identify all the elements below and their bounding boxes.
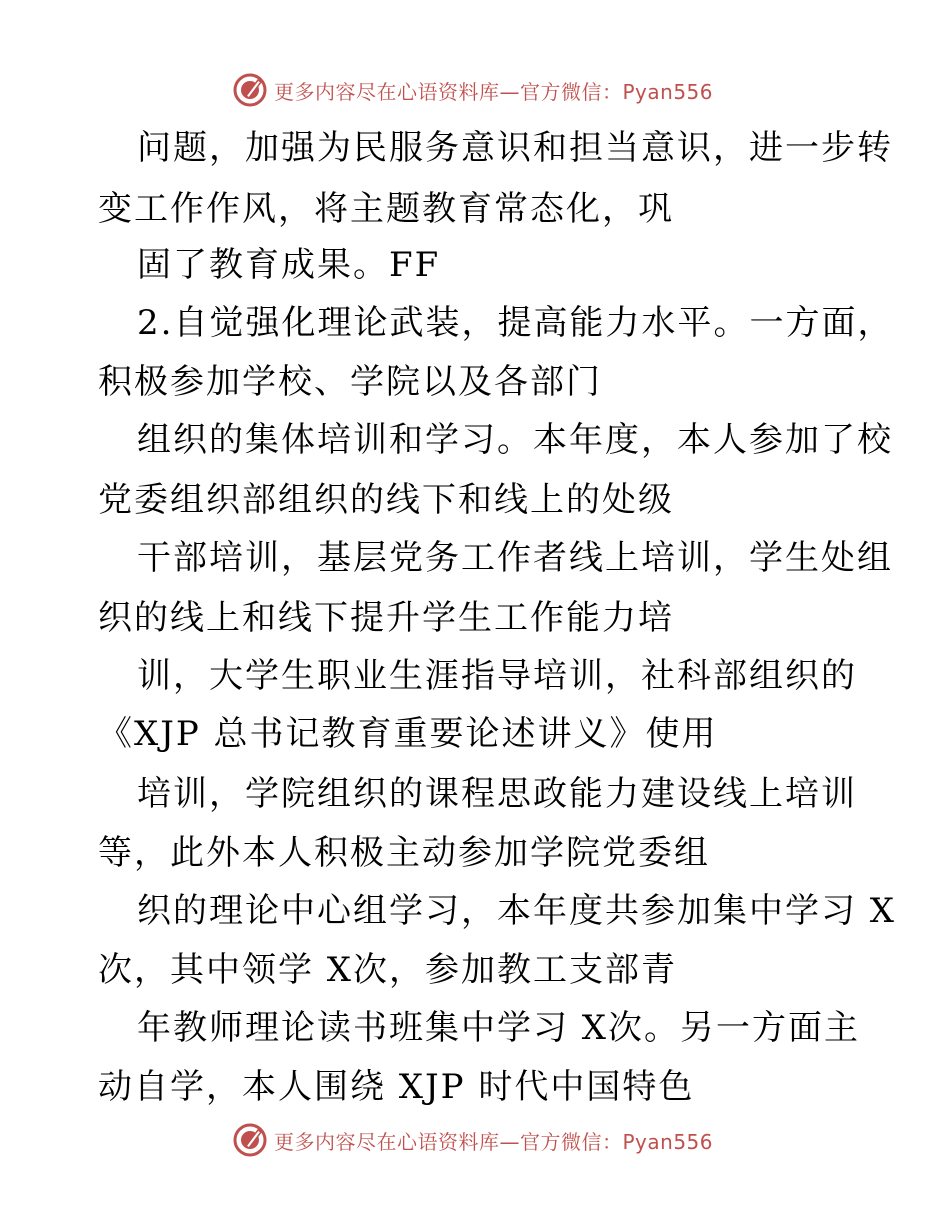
body-line-5: 积极参加学校、学院以及各部门 [98,362,602,402]
body-line-14: 织的理论中心组学习，本年度共参加集中学习 X [137,891,897,931]
body-line-2: 变工作作风，将主题教育常态化，巩 [98,189,674,229]
body-line-7: 党委组织部组织的线下和线上的处级 [98,480,674,520]
footer-banner [232,1120,713,1160]
body-line-12: 培训，学院组织的课程思政能力建设线上培训 [137,774,857,814]
header-banner [232,70,713,110]
body-line-10: 训，大学生职业生涯指导培训，社科部组织的 [137,656,857,696]
body-line-17: 动自学，本人围绕 XJP 时代中国特色 [98,1067,695,1107]
body-line-6: 组织的集体培训和学习。本年度，本人参加了校 [137,420,893,460]
body-line-15: 次，其中领学 X次，参加教工支部青 [98,950,678,990]
pen-seal-logo-icon [232,72,268,108]
body-line-11: 《XJP 总书记教育重要论述讲义》使用 [98,714,718,754]
body-line-16: 年教师理论读书班集中学习 X次。另一方面主 [137,1008,861,1048]
header-banner-text: 更多内容尽在心语资料库—官方微信：Pyan556 [274,79,714,104]
pen-seal-logo-icon [232,1122,268,1158]
footer-banner-text: 更多内容尽在心语资料库—官方微信：Pyan556 [274,1129,714,1154]
body-line-8: 干部培训，基层党务工作者线上培训，学生处组 [137,538,893,578]
body-line-1: 问题，加强为民服务意识和担当意识，进一步转 [137,128,893,168]
body-line-3: 固了教育成果。FF [137,245,441,285]
body-line-9: 织的线上和线下提升学生工作能力培 [98,598,674,638]
body-line-13: 等，此外本人积极主动参加学院党委组 [98,833,710,873]
body-line-4: 2.自觉强化理论武装，提高能力水平。一方面， [137,303,894,343]
